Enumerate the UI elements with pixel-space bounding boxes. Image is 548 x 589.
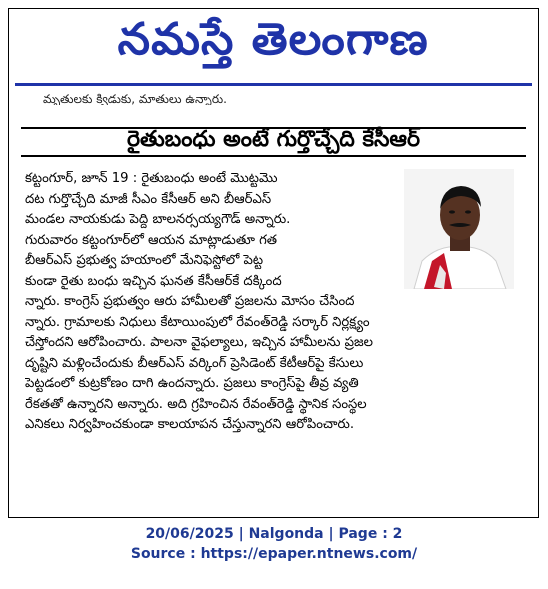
article-body <box>25 169 525 436</box>
newspaper-clipping <box>8 8 539 518</box>
article-line: మండల నాయకుడు పెద్ది బాలనర్సయ్యగౌడ్ అన్నారు. <box>25 212 291 227</box>
article-line: న్నారు. కాంగ్రెస్ ప్రభుత్వం ఆరు హామీలతో ప్రజలను మోసం చేసింద <box>25 294 355 309</box>
article-line: ఎనికలు నిర్వహించకుండా కాలయాపన చేస్తున్నారని ఆరోపించారు. <box>25 417 355 432</box>
previous-article-cutline: మృతులకు క్విడుకు, మాతులు ఉన్నారు. <box>43 93 227 105</box>
article-line: దట గుర్తొచ్చేది మాజీ సీఎం కేసీఆర్ అని బీఆర్ఎస్ <box>25 191 272 207</box>
article-line: కట్టంగూర్, జూన్ 19 : రైతుబంధు అంటే మొట్టమొ <box>25 171 278 186</box>
article-line: పెట్టడంలో కుట్రకోణం దాగి ఉందన్నారు. ప్రజలు కాంగ్రెస్‌పై తీవ్ర వ్యతి <box>25 376 359 391</box>
date-edition-page: 20/06/2025 | Nalgonda | Page : 2 <box>145 526 403 542</box>
source-caption <box>0 524 548 564</box>
article-line: న్నారు. గ్రామాలకు నిధులు కేటాయింపులో రేవంత్‌రెడ్డి సర్కార్ నిర్లక్ష్యం <box>25 314 370 330</box>
masthead-rule <box>15 83 532 86</box>
article-headline: రైతుబంధు అంటే గుర్తొచ్చేది కేసీఆర్ <box>126 127 421 152</box>
source-url: Source : https://epaper.ntnews.com/ <box>130 546 418 562</box>
headline-box <box>21 127 526 157</box>
article-line: కుండా రైతు బంధు ఇచ్చిన ఘనత కేసీఆర్‌కే దక్కింద <box>25 273 282 289</box>
newspaper-title: నమస్తే తెలంగాణ <box>117 14 430 65</box>
article-line: చేస్తోందని ఆరోపించారు. పాలనా వైఫల్యాలు, ఇచ్చిన హామీలను ప్రజల <box>25 335 373 350</box>
masthead <box>9 9 538 81</box>
article-line: దృష్టిని మళ్లించేందుకు బీఆర్ఎస్ వర్కింగ్ ప్రెసిడెంట్ కేటీఆర్‌పై కేసులు <box>25 355 364 371</box>
article-line: రేకతతో ఉన్నారని అన్నారు. అది గ్రహించిన రేవంత్‌రెడ్డి స్థానిక సంస్థల <box>25 396 367 412</box>
article-line: బీఆర్ఎస్ ప్రభుత్వ హయాంలో మేనిఫెస్టోలో పెట్ట <box>25 253 264 268</box>
article-line: గురువారం కట్టంగూర్‌లో ఆయన మాట్లాడుతూ గత <box>25 232 278 248</box>
